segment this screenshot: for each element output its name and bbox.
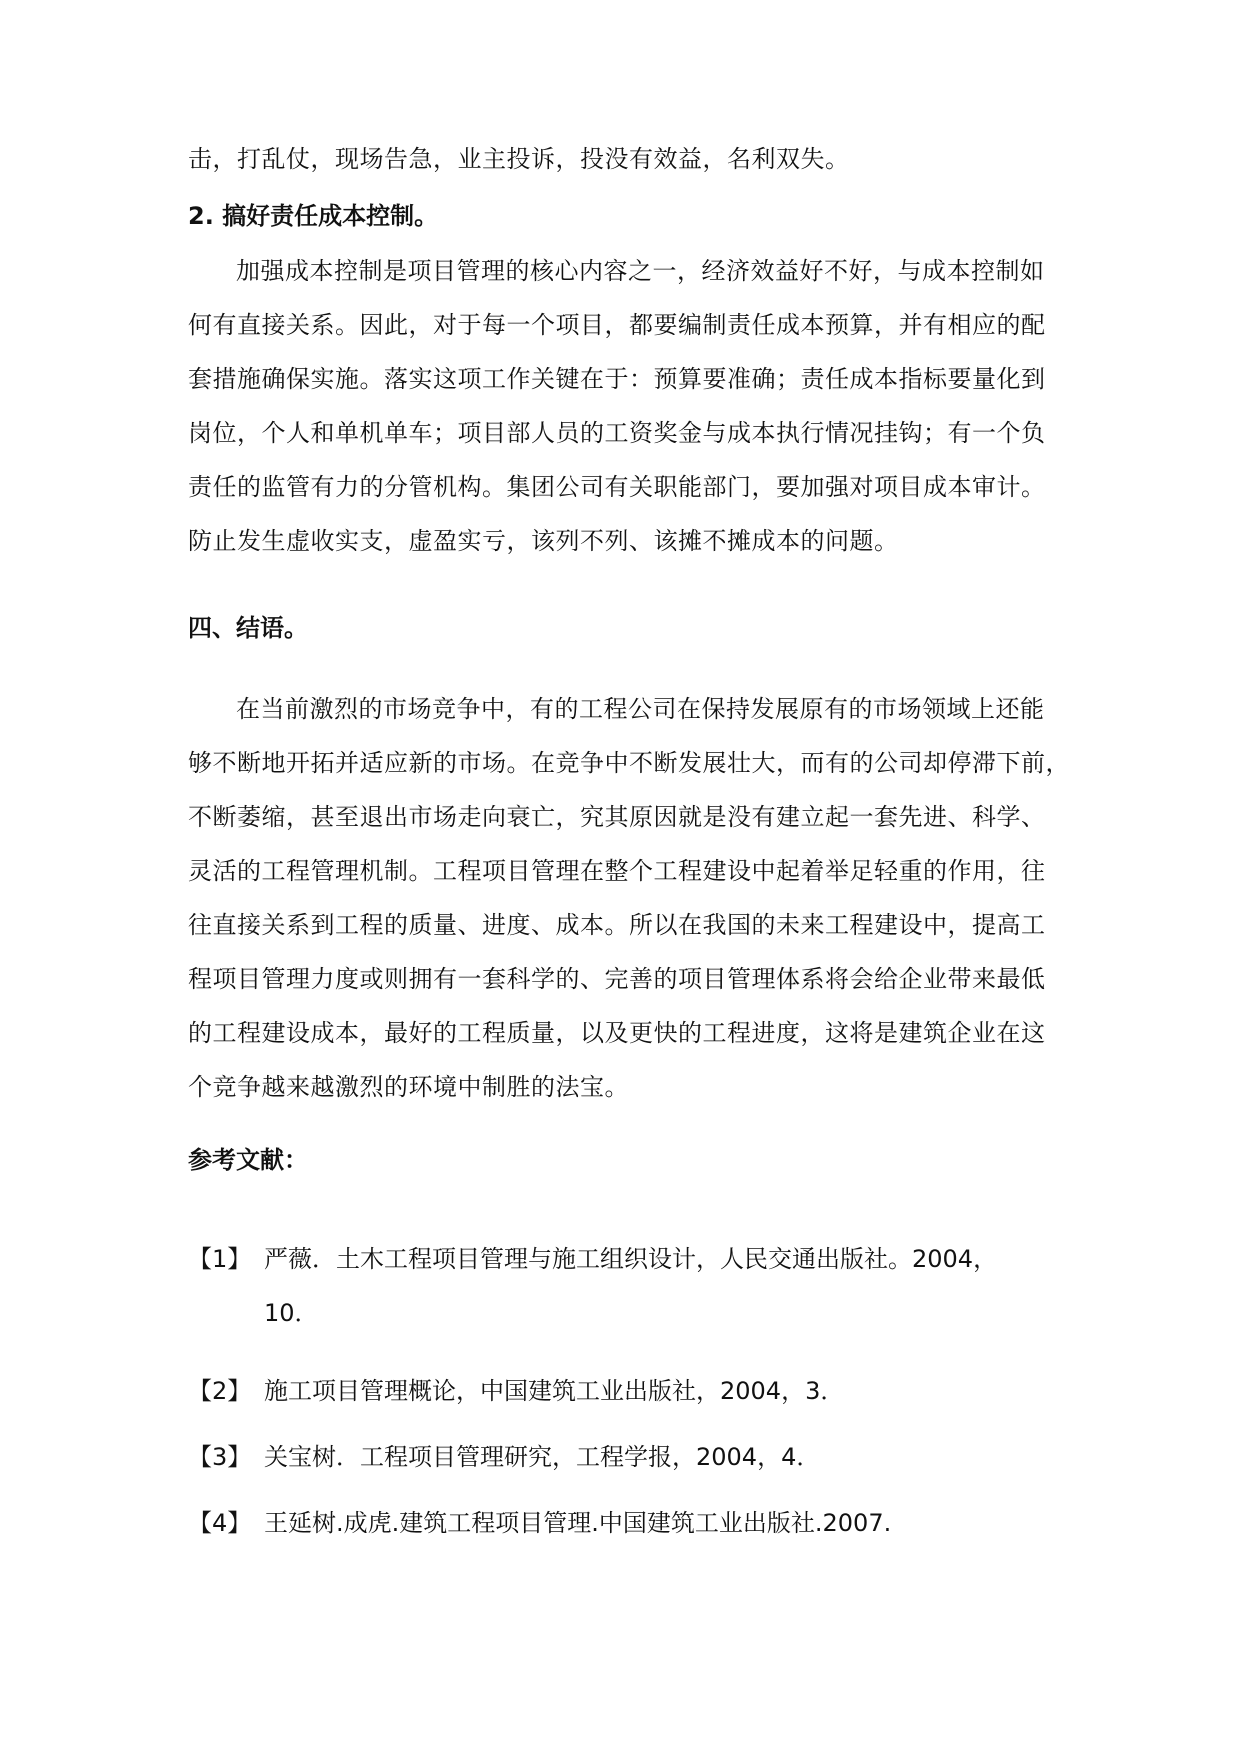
reference-text: 施工项目管理概论，中国建筑工业出版社，2004，3． [264,1377,845,1405]
paragraph-line: 岗位，个人和单机单车；项目部人员的工资奖金与成本执行情况挂钩；有一个负 [188,419,1046,447]
paragraph-line: 加强成本控制是项目管理的核心内容之一，经济效益好不好，与成本控制如 [236,257,1045,285]
references-heading: 参考文献： [188,1146,308,1174]
reference-item [188,1430,1068,1484]
reference-number: 【3】 [188,1443,252,1471]
paragraph-line: 防止发生虚收实支，虚盈实亏，该列不列、该摊不摊成本的问题。 [188,527,899,555]
reference-text: 严薇．土木工程项目管理与施工组织设计，人民交通出版社。2004， [264,1245,998,1273]
paragraph-line: 套措施确保实施。落实这项工作关键在于：预算要准确；责任成本指标要量化到 [188,365,1046,393]
paragraph-line: 往直接关系到工程的质量、进度、成本。所以在我国的未来工程建设中，提高工 [188,911,1046,939]
section-4-paragraph [188,682,1070,1114]
reference-item [188,1232,1068,1340]
paragraph-line: 够不断地开拓并适应新的市场。在竞争中不断发展壮大，而有的公司却停滞下前， [188,749,1070,777]
section-heading-2: 2. 搞好责任成本控制。 [188,202,439,230]
paragraph-line: 责任的监管有力的分管机构。集团公司有关职能部门，要加强对项目成本审计。 [188,473,1046,501]
reference-number: 【2】 [188,1377,252,1405]
paragraph-line: 的工程建设成本，最好的工程质量，以及更快的工程进度，这将是建筑企业在这 [188,1019,1046,1047]
paragraph-line: 不断萎缩，甚至退出市场走向衰亡，究其原因就是没有建立起一套先进、科学、 [188,803,1046,831]
reference-number: 【4】 [188,1509,252,1537]
intro-paragraph [188,132,1056,186]
reference-item [188,1496,1068,1550]
reference-text: 关宝树．工程项目管理研究，工程学报，2004，4． [264,1443,821,1471]
paragraph-line: 在当前激烈的市场竞争中，有的工程公司在保持发展原有的市场领域上还能 [236,695,1045,723]
section-heading-4: 四、结语。 [188,614,308,642]
reference-item [188,1364,1068,1418]
section-2-paragraph [188,244,1056,568]
paragraph-line: 击，打乱仗，现场告急，业主投诉，投没有效益，名利双失。 [188,145,850,173]
paragraph-line: 程项目管理力度或则拥有一套科学的、完善的项目管理体系将会给企业带来最低 [188,965,1046,993]
reference-text: 王延树.成虎.建筑工程项目管理.中国建筑工业出版社.2007. [264,1509,892,1537]
paragraph-line: 个竞争越来越激烈的环境中制胜的法宝。 [188,1073,629,1101]
paragraph-line: 灵活的工程管理机制。工程项目管理在整个工程建设中起着举足轻重的作用，往 [188,857,1046,885]
paragraph-line: 何有直接关系。因此，对于每一个项目，都要编制责任成本预算，并有相应的配 [188,311,1046,339]
reference-text-continued: 10． [264,1299,319,1327]
reference-number: 【1】 [188,1245,252,1273]
